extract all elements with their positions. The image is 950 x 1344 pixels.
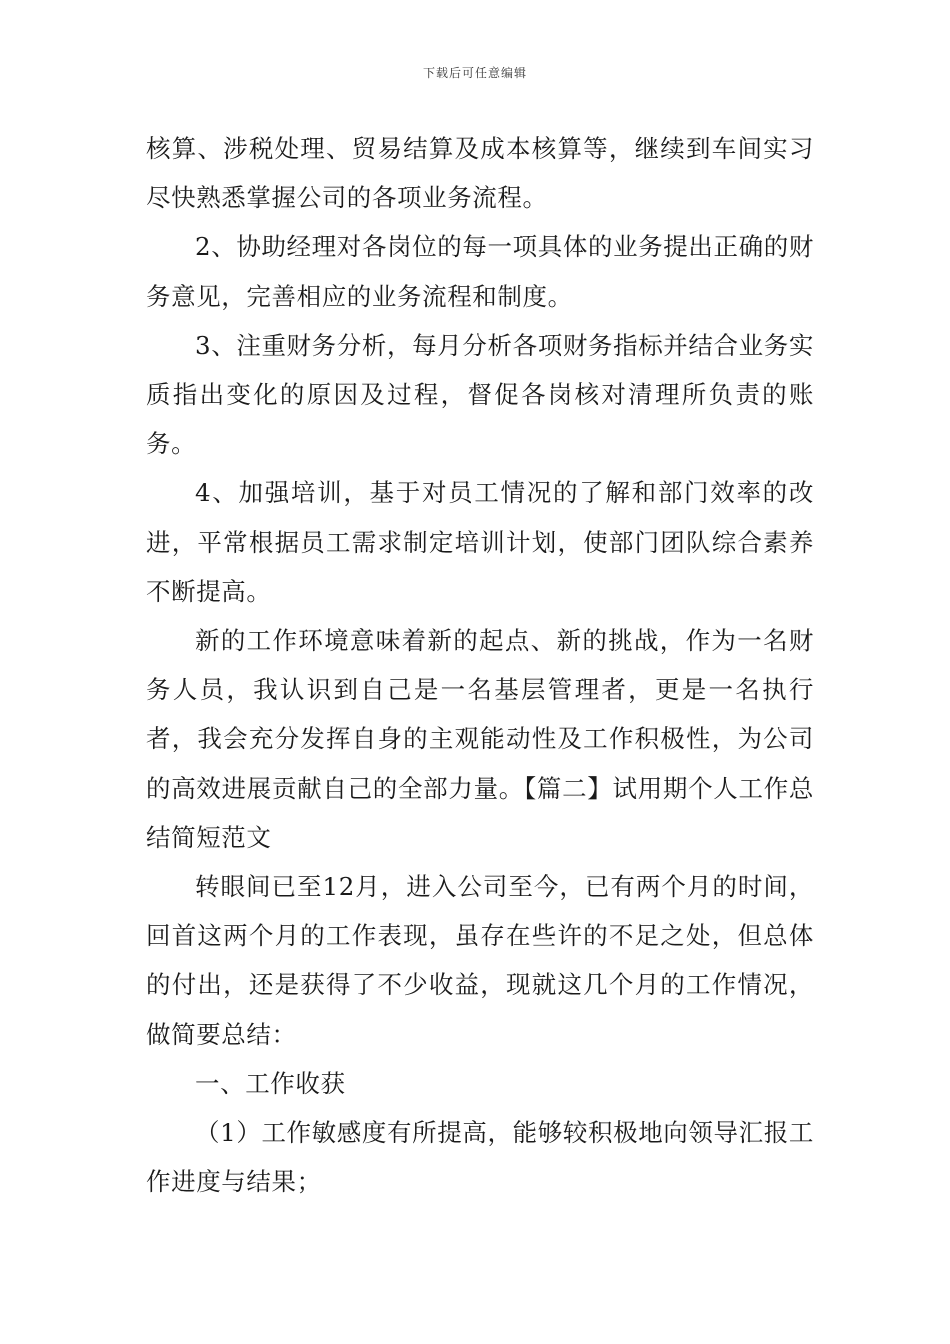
paragraph-7: （1）工作敏感度有所提高，能够较积极地向领导汇报工作进度与结果； xyxy=(146,1118,814,1197)
paragraph-4: 4、加强培训，基于对员工情况的了解和部门效率的改进，平常根据员工需求制定培训计划，使部门团队综合素养不断提高。 xyxy=(146,478,814,606)
paragraph-6: 转眼间已至12月，进入公司至今，已有两个月的时间，回首这两个月的工作表现，虽存在些许的不足之处，但总体的付出，还是获得了不少收益，现就这几个月的工作情况，做简要总结： xyxy=(146,872,814,1049)
paragraph-1: 核算、涉税处理、贸易结算及成本核算等，继续到车间实习尽快熟悉掌握公司的各项业务流程。 xyxy=(146,134,814,213)
paragraph-5: 新的工作环境意味着新的起点、新的挑战，作为一名财务人员，我认识到自己是一名基层管理者，更是一名执行者，我会充分发挥自身的主观能动性及工作积极性，为公司的高效进展贡献自己的全部力量。【篇二】试用期个人工作总结简短范文 xyxy=(146,626,814,852)
document-body xyxy=(146,124,814,1206)
paragraph-2: 2、协助经理对各岗位的每一项具体的业务提出正确的财务意见，完善相应的业务流程和制度。 xyxy=(146,232,814,311)
page-header: 下载后可任意编辑 xyxy=(422,66,527,80)
paragraph-3: 3、注重财务分析，每月分析各项财务指标并结合业务实质指出变化的原因及过程，督促各岗核对清理所负责的账务。 xyxy=(146,330,814,459)
section-heading: 一、工作收获 xyxy=(195,1068,346,1098)
